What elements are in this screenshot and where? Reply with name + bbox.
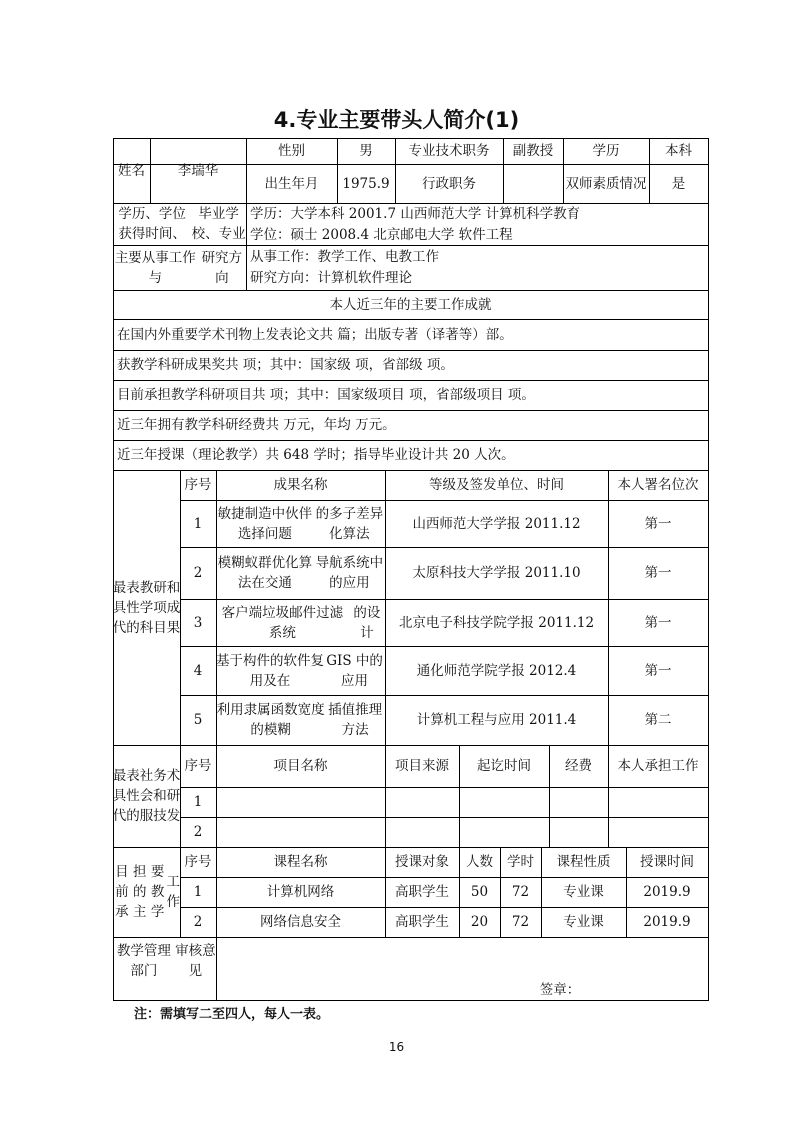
research-row-rank-text: 第一 bbox=[644, 565, 672, 581]
page-number: 16 bbox=[388, 1040, 405, 1054]
research-row-name-text: GIS 中的应用 bbox=[326, 652, 383, 689]
research-row-name-text: 的多子差异化算法 bbox=[315, 505, 384, 542]
courses-row-no bbox=[180, 907, 216, 937]
degree-line-2-text: 学位：硕士 2008.4 北京邮电大学 软件工程 bbox=[250, 226, 513, 243]
gender-label bbox=[246, 138, 337, 164]
name-label-text: 名 bbox=[131, 162, 145, 179]
service-header bbox=[549, 745, 608, 787]
work-line-2-text: 研究方向：计算机软件理论 bbox=[250, 269, 412, 286]
birth-label bbox=[246, 164, 337, 203]
courses-side-label-text: 工作 bbox=[166, 874, 180, 910]
service-header-text: 起讫时间 bbox=[477, 758, 531, 774]
degree-line-1-text: 学历：大学本科 2001.7 山西师范大学 计算机科学教育 bbox=[250, 205, 581, 222]
courses-row-count bbox=[459, 877, 500, 907]
research-row-source bbox=[385, 646, 608, 695]
courses-header bbox=[216, 847, 385, 877]
courses-header-text: 授课时间 bbox=[640, 854, 694, 870]
dual-value bbox=[649, 164, 708, 203]
service-side-label-text: 术研发 bbox=[166, 768, 181, 824]
table-rule bbox=[113, 1000, 709, 1001]
service-header-text: 本人承担工作 bbox=[617, 758, 699, 774]
work-line-1-text: 从事工作：教学工作、电教工作 bbox=[250, 249, 439, 265]
service-row-no bbox=[180, 787, 216, 817]
research-row-source bbox=[385, 599, 608, 646]
table-rule bbox=[180, 787, 709, 788]
research-row-name-text: 导航系统中的应用 bbox=[315, 555, 384, 591]
summary-line-text: 近三年授课（理论教学）共 648 学时；指导毕业设计共 20 人次。 bbox=[117, 447, 515, 463]
admin-value bbox=[503, 164, 563, 203]
summary-line bbox=[113, 350, 708, 380]
table-rule bbox=[216, 937, 217, 1001]
research-row-name bbox=[216, 547, 385, 599]
courses-header-text: 序号 bbox=[184, 854, 212, 870]
tech-title-value-text: 副教授 bbox=[512, 143, 554, 159]
research-row-rank bbox=[608, 547, 708, 599]
tech-title-label bbox=[395, 138, 503, 164]
research-row-name bbox=[216, 695, 385, 745]
courses-row-name bbox=[216, 877, 385, 907]
courses-row-type bbox=[541, 877, 626, 907]
courses-header-text: 授课对象 bbox=[395, 854, 449, 870]
review-label bbox=[113, 940, 216, 982]
research-header-text: 序号 bbox=[184, 477, 212, 493]
research-row-no bbox=[180, 599, 216, 646]
service-header bbox=[385, 745, 459, 787]
research-row-name-text: 的设计 bbox=[353, 604, 381, 641]
service-row-no-text: 1 bbox=[193, 794, 203, 810]
achievements-header-text: 本人近三年的主要工作成就 bbox=[329, 296, 492, 313]
courses-row-type bbox=[541, 907, 626, 937]
education-label-text: 学历 bbox=[592, 143, 620, 159]
research-side-label-text: 最具代 bbox=[112, 579, 127, 636]
courses-row-type-text: 专业课 bbox=[563, 914, 604, 930]
research-row-rank-text: 第一 bbox=[644, 662, 672, 679]
research-row-no-text: 2 bbox=[193, 565, 203, 581]
name-label bbox=[113, 138, 150, 203]
service-header bbox=[459, 745, 549, 787]
research-row-no bbox=[180, 500, 216, 547]
education-value bbox=[649, 138, 708, 164]
table-rule bbox=[708, 138, 709, 1001]
service-side-label-text: 最具代 bbox=[112, 768, 127, 824]
tech-title-label-text: 专业技术职务 bbox=[408, 143, 490, 159]
courses-header bbox=[541, 847, 626, 877]
summary-line bbox=[113, 319, 708, 350]
research-row-source-text: 北京电子科技学院学报 2011.12 bbox=[398, 614, 595, 631]
research-row-rank bbox=[608, 646, 708, 695]
service-side-label-text: 社会服 bbox=[139, 768, 154, 824]
work-line-2 bbox=[246, 267, 708, 288]
research-row-source-text: 太原科技大学学报 2011.10 bbox=[412, 565, 581, 581]
courses-row-hours-text: 72 bbox=[511, 884, 530, 900]
courses-header bbox=[180, 847, 216, 877]
admin-label bbox=[395, 164, 503, 203]
courses-row-no-text: 2 bbox=[193, 914, 203, 930]
work-label bbox=[113, 245, 246, 290]
research-row-no bbox=[180, 695, 216, 745]
dual-label-text: 双师素质情 bbox=[565, 175, 633, 192]
service-side-label-text: 表性的 bbox=[126, 768, 140, 824]
review-sign-text: 签章： bbox=[539, 982, 581, 998]
courses-header bbox=[626, 847, 708, 877]
summary-line-text: 近三年拥有教学科研经费共 万元，年均 万元。 bbox=[117, 417, 396, 433]
name-value-text: 李瑞华 bbox=[177, 162, 219, 179]
research-row-rank-text: 第一 bbox=[644, 515, 672, 532]
birth-value-text: 1975.9 bbox=[342, 175, 390, 192]
research-row-name-text: 客户端垃圾邮件过滤系统 bbox=[221, 604, 344, 641]
dual-label bbox=[563, 164, 649, 203]
courses-row-time-text: 2019.9 bbox=[643, 914, 691, 930]
research-row-source-text: 计算机工程与应用 2011.4 bbox=[416, 712, 577, 728]
research-row-source bbox=[385, 547, 608, 599]
research-row-no bbox=[180, 547, 216, 599]
research-row-name-text: 基于构件的软件复用及在 bbox=[216, 652, 325, 689]
research-row-source bbox=[385, 500, 608, 547]
courses-row-hours bbox=[500, 877, 541, 907]
courses-row-name-text: 计算机网络 bbox=[266, 884, 335, 900]
work-line-1 bbox=[246, 247, 708, 267]
research-row-rank-text: 第一 bbox=[644, 614, 672, 631]
courses-row-time bbox=[626, 877, 708, 907]
page-title: 4.专业主要带头人简介(1) bbox=[273, 108, 520, 132]
work-label-text: 主要从事工作与 bbox=[114, 249, 196, 286]
work-label-text: 研究方向 bbox=[201, 249, 243, 286]
research-row-no-text: 5 bbox=[193, 712, 203, 728]
service-header-text: 序号 bbox=[184, 758, 212, 774]
courses-row-no-text: 1 bbox=[193, 884, 203, 900]
research-row-rank bbox=[608, 500, 708, 547]
research-header-text: 本人署名位次 bbox=[617, 477, 699, 493]
birth-value bbox=[337, 164, 395, 203]
research-row-name bbox=[216, 500, 385, 547]
research-row-rank bbox=[608, 695, 708, 745]
research-header bbox=[180, 470, 216, 500]
courses-row-hours bbox=[500, 907, 541, 937]
review-sign bbox=[520, 980, 600, 1000]
research-side-label-text: 表性的 bbox=[126, 579, 140, 636]
service-side-label-text: 务和技 bbox=[153, 768, 167, 824]
courses-side-label-text: 目前承 bbox=[115, 864, 129, 920]
courses-header bbox=[385, 847, 459, 877]
courses-row-count-text: 20 bbox=[470, 914, 489, 930]
name-label-text: 姓 bbox=[118, 162, 132, 179]
courses-row-no bbox=[180, 877, 216, 907]
research-header bbox=[608, 470, 708, 500]
courses-row-name bbox=[216, 907, 385, 937]
tech-title-value bbox=[503, 138, 563, 164]
dual-label-text: 况 bbox=[633, 175, 647, 192]
service-header bbox=[216, 745, 385, 787]
gender-value bbox=[337, 138, 395, 164]
research-row-source-text: 通化师范学院学报 2012.4 bbox=[416, 662, 577, 679]
courses-header-text: 课程名称 bbox=[273, 854, 328, 870]
service-row-no bbox=[180, 817, 216, 847]
research-side-label-text: 研项目 bbox=[153, 579, 167, 636]
research-row-no-text: 1 bbox=[193, 515, 203, 532]
research-side-label-text: 教学科 bbox=[139, 579, 154, 636]
courses-side-label-text: 担的主 bbox=[132, 864, 147, 920]
service-header-text: 经费 bbox=[565, 758, 592, 774]
admin-label-text: 行政职务 bbox=[422, 175, 476, 192]
education-value-text: 本科 bbox=[665, 143, 692, 159]
achievements-header bbox=[113, 290, 708, 319]
research-header bbox=[216, 470, 385, 500]
research-header bbox=[385, 470, 608, 500]
service-header bbox=[180, 745, 216, 787]
courses-row-name-text: 网络信息安全 bbox=[260, 914, 341, 930]
service-header bbox=[608, 745, 708, 787]
research-row-source-text: 山西师范大学学报 2011.12 bbox=[412, 515, 581, 532]
courses-side-label bbox=[113, 847, 180, 937]
research-header-text: 成果名称 bbox=[273, 477, 328, 493]
courses-row-time-text: 2019.9 bbox=[643, 884, 691, 900]
research-row-name-text: 利用隶属函数宽度的模糊 bbox=[216, 702, 325, 738]
birth-label-text: 出生年月 bbox=[264, 175, 319, 192]
courses-row-target bbox=[385, 877, 459, 907]
courses-side-label-text: 要教学 bbox=[150, 864, 165, 920]
courses-row-hours-text: 72 bbox=[511, 914, 530, 930]
table-rule bbox=[113, 937, 709, 938]
summary-line bbox=[113, 380, 708, 410]
gender-label-text: 性别 bbox=[278, 143, 305, 159]
degree-label bbox=[113, 203, 246, 245]
degree-label-text: 毕业学校、专业 bbox=[191, 206, 246, 242]
courses-header bbox=[459, 847, 500, 877]
review-label-text: 教学管理部门 bbox=[116, 943, 171, 979]
courses-header-text: 人数 bbox=[466, 854, 493, 870]
degree-label-text: 学历、学位获得时间、 bbox=[118, 206, 186, 242]
service-header-text: 项目名称 bbox=[273, 758, 328, 774]
research-row-no bbox=[180, 646, 216, 695]
degree-line-1 bbox=[246, 203, 708, 224]
summary-line bbox=[113, 440, 708, 470]
research-row-name-text: 模糊蚁群优化算法在交通 bbox=[217, 555, 313, 591]
courses-header-text: 课程性质 bbox=[556, 854, 611, 870]
summary-line-text: 在国内外重要学术刊物上发表论文共 篇；出版专著（译著等）部。 bbox=[117, 326, 513, 343]
service-row-no-text: 2 bbox=[193, 824, 203, 840]
summary-line bbox=[113, 410, 708, 440]
education-label bbox=[563, 138, 649, 164]
research-row-name bbox=[216, 646, 385, 695]
research-row-name-text: 插值推理方法 bbox=[328, 702, 383, 738]
table-rule bbox=[180, 817, 709, 818]
summary-line-text: 目前承担教学科研项目共 项；其中：国家级项目 项，省部级项目 项。 bbox=[117, 387, 535, 403]
dual-value-text: 是 bbox=[671, 175, 686, 192]
courses-row-type-text: 专业课 bbox=[563, 884, 604, 900]
research-row-no-text: 3 bbox=[193, 614, 203, 631]
summary-line-text: 获教学科研成果奖共 项；其中：国家级 项，省部级 项。 bbox=[117, 357, 454, 373]
review-label-text: 审核意见 bbox=[175, 943, 216, 979]
courses-row-target bbox=[385, 907, 459, 937]
courses-row-count-text: 50 bbox=[470, 884, 489, 900]
gender-value-text: 男 bbox=[359, 143, 373, 159]
courses-row-target-text: 高职学生 bbox=[395, 884, 449, 900]
service-header-text: 项目来源 bbox=[395, 758, 449, 774]
service-side-label bbox=[113, 745, 180, 847]
research-side-label bbox=[113, 470, 180, 745]
name-value bbox=[150, 138, 246, 203]
research-row-source bbox=[385, 695, 608, 745]
research-side-label-text: 和成果 bbox=[166, 579, 181, 636]
research-row-name-text: 敏捷制造中伙伴选择问题 bbox=[217, 505, 313, 542]
courses-header-text: 学时 bbox=[507, 854, 534, 870]
research-row-name bbox=[216, 599, 385, 646]
research-row-rank-text: 第二 bbox=[644, 712, 672, 728]
research-header-text: 等级及签发单位、时间 bbox=[429, 477, 564, 493]
courses-header bbox=[500, 847, 541, 877]
courses-row-count bbox=[459, 907, 500, 937]
research-row-rank bbox=[608, 599, 708, 646]
degree-line-2 bbox=[246, 224, 708, 245]
courses-row-time bbox=[626, 907, 708, 937]
research-row-no-text: 4 bbox=[193, 662, 203, 679]
footnote: 注：需填写二至四人，每人一表。 bbox=[134, 1007, 330, 1022]
courses-row-target-text: 高职学生 bbox=[395, 914, 449, 930]
